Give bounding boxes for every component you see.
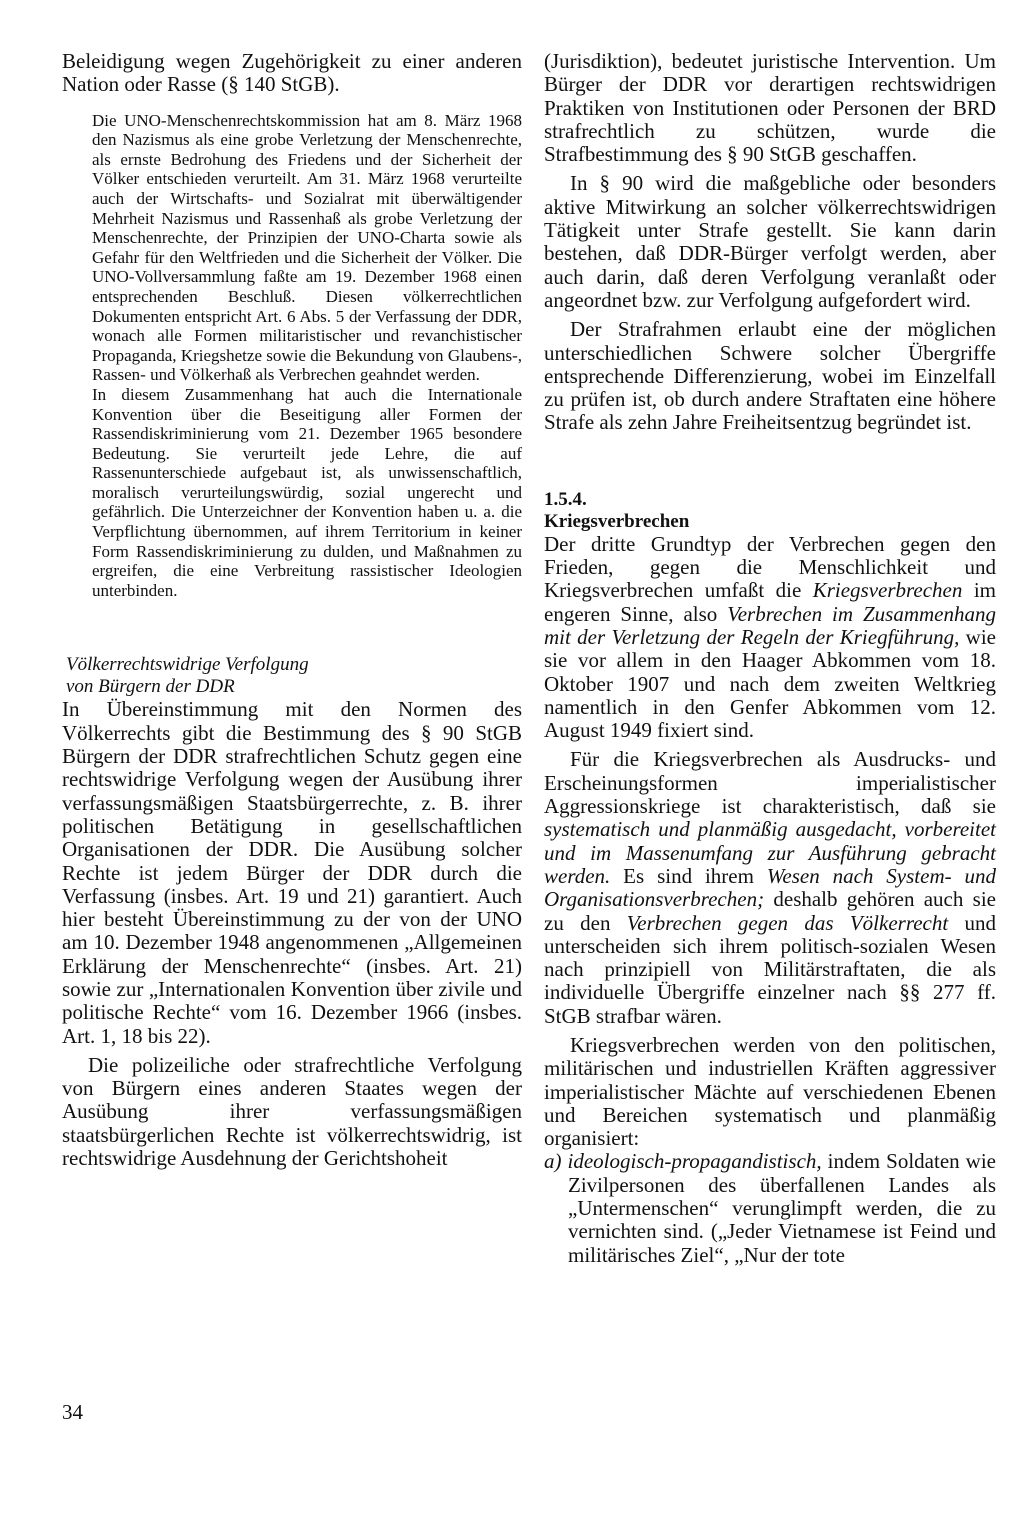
subsection-heading-line: von Bürgern der DDR: [66, 676, 235, 698]
list-label: a): [544, 1149, 562, 1174]
section-heading: [544, 489, 996, 533]
paragraph: (Jurisdiktion), bedeutet juristische Intervention. Um Bürger der DDR vor derartigen rechtswidrigen Praktiken von Institutionen oder Personen der BRD strafrechtlich zu schützen, wurde die Strafbestimmung des § 90 StGB geschaffen.: [544, 49, 996, 167]
text-run: deshalb gehören auch sie zu den: [544, 887, 996, 935]
emphasis: ideologisch-propagandistisch,: [567, 1149, 822, 1174]
paragraph: [544, 533, 996, 743]
paragraph: Beleidigung wegen Zugehörigkeit zu einer anderen Nation oder Rasse (§ 140 StGB).: [62, 49, 522, 97]
text-run: indem Soldaten wie Zivilpersonen des überfallenen Landes als „Untermenschen“ verunglimpft werden, die zu vernichten sind. („Jeder Vietnamese ist Feind und militärisches Ziel“, „Nur der tote: [568, 1149, 996, 1267]
text-run: Der dritte Grundtyp der Verbrechen gegen den Frieden, gegen die Menschlichkeit und Kriegsverbrechen umfaßt die: [544, 531, 996, 603]
right-column: [544, 50, 996, 1267]
emphasis: Kriegsverbrechen: [812, 578, 963, 603]
emphasis: Verbrechen gegen das Völkerrecht: [626, 910, 949, 935]
subsection-heading: [62, 654, 522, 698]
text-run: Es sind ihrem: [610, 863, 767, 888]
paragraph: In Übereinstimmung mit den Normen des Völkerrechts gibt die Bestimmung des § 90 StGB Bürgern der DDR strafrechtlichen Schutz gegen eine rechtswidrige Verfolgung wegen der Ausübung ihrer verfassungsmäßigen Staatsbürgerrechte, z. B. ihrer politischen Betätigung in gesellschaftlichen Organisationen der DDR. Die Ausübung solcher Rechte ist jedem Bürger der DDR durch die Verfassung (insbes. Art. 19 und 21) garantiert. Auch hier besteht Übereinstimmung zu der von der UNO am 10. Dezember 1948 angenommenen „Allgemeinen Erklärung der Menschenrechte“ (insbes. Art. 21) sowie zur „Internationalen Konvention über zivile und politische Rechte“ vom 16. Dezember 1966 (insbes. Art. 1, 18 bis 22).: [62, 697, 522, 1048]
emphasis: Wesen nach System- und Organisationsverbrechen;: [544, 863, 996, 912]
text-run: wie sie vor allem in den Haager Abkommen vom 18. Oktober 1907 und nach dem zweiten Weltkrieg namentlich in den Genfer Abkommen vom 12. August 1949 fixiert sind.: [544, 624, 996, 743]
subsection-heading-line: Völkerrechtswidrige Verfolgung: [66, 654, 309, 676]
text-run: Für die Kriegsverbrechen als Ausdrucks- und Erscheinungsformen imperialistischer Aggressionskriege ist charakteristisch, daß sie: [544, 747, 996, 819]
paragraph: [544, 748, 996, 1028]
paragraph: In § 90 wird die maßgebliche oder besonders aktive Mitwirkung an solcher völkerrechtswidrigen Tätigkeit unter Strafe gestellt. Sie kann darin bestehen, daß DDR-Bürger verfolgt werden, aber auch darin, daß deren Verfolgung veranlaßt oder angeordnet bzw. zur Verfolgung aufgefordert wird.: [544, 171, 996, 312]
emphasis: systematisch und planmäßig ausgedacht, vorbereitet und im Massenumfang zur Ausführung gebracht werden.: [544, 817, 996, 888]
left-column: [62, 50, 522, 1170]
section-number: 1.5.4.: [544, 488, 587, 510]
small-print-paragraph: In diesem Zusammenhang hat auch die Internationale Konvention über die Beseitigung aller Formen der Rassendiskriminierung vom 21. Dezember 1965 besondere Bedeutung. Sie verurteilt jede Lehre, die auf Rassenunterschiede aufgebaut ist, als unwissenschaftlich, moralisch verurteilungswürdig, sozial ungerecht und gefährlich. Die Unterzeichner der Konvention haben u. a. die Verpflichtung übernommen, auf ihrem Territorium in keiner Form Rassendiskriminierung zu dulden, und Maßnahmen zu ergreifen, die eine Verbreitung rassistischer Ideologien unterbinden.: [92, 384, 522, 600]
small-print-paragraph: Die UNO-Menschenrechtskommission hat am 8. März 1968 den Nazismus als eine grobe Verletzung der Menschenrechte, als ernste Bedrohung des Friedens und der Sicherheit der Völker entschieden verurteilt. Am 31. März 1968 verurteilte auch der Wirtschafts- und Sozialrat mit überwältigender Mehrheit Nazismus und Rassenhaß als grobe Verletzung der Menschenrechte, der Prinzipien der UNO-Charta sowie als Gefahr für den Weltfrieden und die Sicherheit der Völker. Die UNO-Vollversammlung faßte am 19. Dezember 1968 einen entsprechenden Beschluß. Diesen völkerrechtlichen Dokumenten entspricht Art. 6 Abs. 5 der Verfassung der DDR, wonach alle Formen militaristischer und revanchistischer Propaganda, Kriegshetze sowie die Bekundung von Glaubens-, Rassen- und Völkerhaß als Verbrechen geahndet werden.: [92, 110, 522, 385]
emphasis: Verbrechen im Zusammenhang mit der Verletzung der Regeln der Kriegführung,: [544, 601, 996, 649]
paragraph: Der Strafrahmen erlaubt eine der möglichen unterschiedlichen Schwere solcher Übergriffe entsprechende Differenzierung, wobei im Einzelfall zu prüfen ist, ob durch andere Straftaten eine höhere Strafe als zehn Jahre Freiheitsentzug begründet ist.: [544, 317, 996, 435]
list-item: [544, 1150, 996, 1266]
text-run: und unterscheiden sich ihrem politisch-sozialen Wesen nach prinzipiell von Militärstraftaten, die als individuelle Übergriffe einzelner nach §§ 277 ff. StGB strafbar wären.: [544, 910, 996, 1028]
text-run: im engeren Sinne, also: [544, 578, 996, 626]
section-title: Kriegsverbrechen: [544, 510, 690, 532]
paragraph: Kriegsverbrechen werden von den politischen, militärischen und industriellen Kräften aggressiver imperialistischer Mächte auf verschiedenen Ebenen und Bereichen systematisch und planmäßig organisiert:: [544, 1032, 996, 1151]
page-number: 34: [62, 1400, 83, 1424]
paragraph: Die polizeiliche oder strafrechtliche Verfolgung von Bürgern eines anderen Staates wegen der Ausübung ihrer verfassungsmäßigen staatsbürgerlichen Rechte ist völkerrechtswidrig, ist rechtswidrige Ausdehnung der Gerichtshoheit: [62, 1052, 522, 1171]
